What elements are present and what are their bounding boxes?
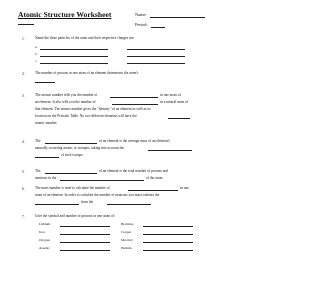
q2-blank[interactable]: [35, 82, 55, 83]
q7-element-arsenic: Arsenic: [39, 246, 50, 250]
q1-blank-c-particle[interactable]: [40, 63, 108, 64]
q1-blank-c-charge[interactable]: [127, 63, 185, 64]
q1-number: 1.: [22, 37, 25, 41]
q6-blank-1[interactable]: [128, 190, 178, 191]
q6-line-3: from the: [81, 200, 94, 204]
q2-number: 2.: [22, 72, 25, 76]
q7-element-bromine: Bromine: [121, 222, 134, 226]
q5-blank-2[interactable]: [60, 180, 144, 181]
period-field[interactable]: [151, 27, 165, 28]
q3-blank-1[interactable]: [110, 97, 158, 98]
q1-item-b: b.: [35, 52, 38, 56]
q4-blank-1[interactable]: [45, 143, 97, 144]
q5-line-1b: of an element is the total number of protons and: [99, 169, 168, 173]
q7-blank-lithium[interactable]: [60, 226, 110, 227]
q6-line-2: atom of an element. In order to calculate the number of neutrons you must subtract the: [35, 193, 160, 197]
q5-blank-1[interactable]: [45, 173, 97, 174]
q3-line-5: atomic number.: [35, 121, 58, 125]
q2-text: The number of protons in one atom of an element determines the atom's: [35, 71, 139, 75]
q3-line-2a: an element. It also tells you the number of: [35, 100, 96, 104]
q7-blank-bromine[interactable]: [143, 226, 193, 227]
title-underline-blank: [18, 24, 34, 25]
q7-element-copper: Copper: [121, 230, 132, 234]
q4-line-1b: of an element is the average mass of an element's: [99, 139, 170, 143]
q4-line-1a: The: [35, 139, 41, 143]
q3-line-2b: in a neutral atom of: [160, 100, 189, 104]
worksheet-title: Atomic Structure Worksheet: [18, 10, 112, 19]
q3-line-3: that element. The atomic number gives the "identity "of an element as well as its: [35, 107, 151, 111]
q7-element-mercury: Mercury: [121, 238, 134, 242]
q7-text: Give the symbol and number of protons in one atom of:: [35, 214, 116, 218]
q7-blank-arsenic[interactable]: [60, 250, 110, 251]
q3-blank-2[interactable]: [112, 104, 158, 105]
q1-item-a: a.: [35, 45, 38, 49]
name-field[interactable]: [150, 17, 205, 18]
q7-element-iron: Iron: [39, 230, 45, 234]
q7-blank-copper[interactable]: [143, 234, 193, 235]
q1-text: Name the three particles of the atom and their respective charges are:: [35, 36, 135, 40]
q6-number: 6.: [22, 187, 25, 191]
q3-line-1b: in one atom of: [160, 93, 181, 97]
q7-element-oxygen: Oxygen: [39, 238, 51, 242]
q6-line-1a: The mass number is used to calculate the number of: [35, 186, 110, 190]
q6-blank-3[interactable]: [107, 204, 151, 205]
q5-line-2a: neutrons in the: [35, 176, 57, 180]
q1-item-c: c.: [35, 59, 38, 63]
q1-blank-b-particle[interactable]: [40, 56, 108, 57]
q7-blank-iron[interactable]: [60, 234, 110, 235]
q7-element-lithium: Lithium: [39, 222, 51, 226]
period-label: Period:: [135, 22, 148, 27]
q3-line-4: location on the Periodic Table. No two different elements will have the: [35, 114, 137, 118]
q7-blank-helium[interactable]: [143, 250, 193, 251]
q1-blank-b-charge[interactable]: [127, 56, 185, 57]
q6-line-1b: in one: [180, 186, 189, 190]
q3-blank-3[interactable]: [168, 118, 190, 119]
q3-number: 3.: [22, 94, 25, 98]
q4-line-3: of each isotope.: [61, 153, 84, 157]
q6-blank-2[interactable]: [35, 204, 79, 205]
q7-blank-oxygen[interactable]: [60, 242, 110, 243]
q5-line-2b: of the atom.: [146, 176, 164, 180]
q4-number: 4.: [22, 140, 25, 144]
name-label: Name:: [135, 12, 147, 17]
q4-blank-3[interactable]: [35, 157, 59, 158]
q7-element-helium: Helium: [121, 246, 132, 250]
q3-line-1a: The atomic number tells you the number of: [35, 93, 98, 97]
q1-blank-a-charge[interactable]: [127, 49, 185, 50]
q5-line-1a: The: [35, 169, 41, 173]
q4-blank-2[interactable]: [148, 150, 192, 151]
q1-blank-a-particle[interactable]: [40, 49, 108, 50]
q4-line-2: naturally occurring atoms, or isotopes, taking into account the: [35, 146, 125, 150]
q5-number: 5.: [22, 170, 25, 174]
q7-number: 7.: [22, 215, 25, 219]
q7-blank-mercury[interactable]: [143, 242, 193, 243]
